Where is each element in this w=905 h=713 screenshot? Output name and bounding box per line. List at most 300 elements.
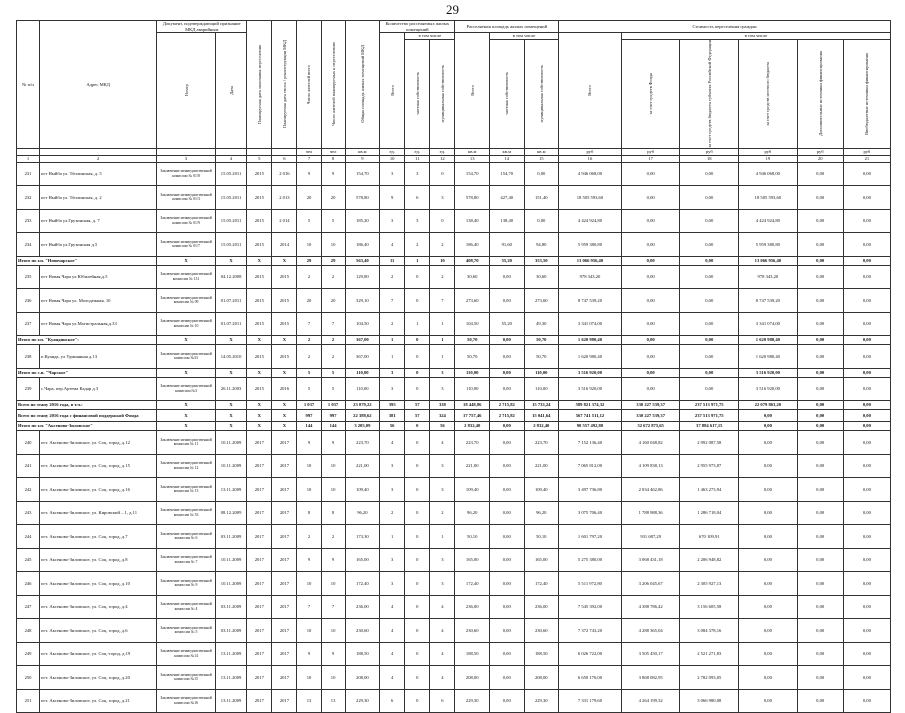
value-cell: 3 — [380, 209, 405, 233]
total-value-cell: X — [247, 368, 272, 377]
value-cell: 186,40 — [345, 233, 380, 257]
value-cell: 1 — [430, 345, 455, 369]
value-cell: 94,80 — [524, 233, 559, 257]
value-cell: 236,00 — [524, 595, 559, 619]
doc-date-cell: 10.11.2009 — [215, 454, 246, 478]
column-number-cell: 8 — [321, 155, 345, 162]
value-cell: 0 — [405, 431, 430, 455]
value-cell: 0,00 — [843, 162, 890, 186]
value-cell: 2017 — [272, 454, 297, 478]
doc-number-cell: Заключение межведомственной комиссии №3 — [157, 377, 216, 401]
value-cell: 670 109,91 — [680, 525, 739, 549]
value-cell: 221,00 — [455, 454, 490, 478]
column-number-cell: 11 — [405, 155, 430, 162]
total-value-cell: 567 741 511,12 — [559, 410, 622, 422]
value-cell: 0,00 — [797, 345, 843, 369]
unit-cell: руб — [797, 148, 843, 155]
total-value-cell: 10 — [430, 256, 455, 265]
doc-date-cell: 15.05.2011 — [215, 233, 246, 257]
value-cell: 0,00 — [680, 377, 739, 401]
total-value-cell: 56 — [380, 422, 405, 431]
doc-number-cell: Заключение межведомственной комиссии №16 — [157, 689, 216, 713]
header-doc-date: Дата — [215, 33, 246, 149]
value-cell: 0,00 — [843, 209, 890, 233]
total-value-cell: X — [247, 401, 272, 410]
value-cell: 10 — [321, 572, 345, 596]
address-cell: пгт. Аксеново-Зиловское, ул. Соц. город, д.8 — [40, 548, 157, 572]
value-cell: 110,00 — [524, 377, 559, 401]
total-value-cell: 13 066 956,40 — [739, 256, 798, 265]
doc-number-cell: Заключение межведомственной комиссии № 5 — [157, 619, 216, 643]
total-value-cell: X — [157, 410, 216, 422]
value-cell: 0,00 — [797, 162, 843, 186]
value-cell: 188,50 — [455, 642, 490, 666]
doc-number-cell: Заключение межведомственной комиссии № 53 — [157, 501, 216, 525]
address-cell: пгт. Аксеново-Зиловское, ул. Соц. город, д.12 — [40, 431, 157, 455]
value-cell: 9 — [297, 548, 321, 572]
table-row — [17, 525, 891, 549]
value-cell: 0 — [405, 572, 430, 596]
value-cell: 4 — [380, 431, 405, 455]
value-cell: 0 — [405, 454, 430, 478]
row-number: 242 — [17, 478, 40, 502]
value-cell: 0,00 — [739, 619, 798, 643]
total-value-cell: 5 — [321, 368, 345, 377]
header-residents-planned: Число жителей планируемых к переселению — [321, 21, 345, 149]
value-cell: 0,00 — [797, 548, 843, 572]
value-cell: 173,30 — [345, 525, 380, 549]
address-cell: пгт Новая Чара ул. Молодежная, 10 — [40, 289, 157, 313]
total-value-cell: 23 079,22 — [345, 401, 380, 410]
row-number: 246 — [17, 572, 40, 596]
total-value-cell: X — [157, 368, 216, 377]
table-row — [17, 312, 891, 336]
value-cell: 172,40 — [455, 572, 490, 596]
column-number-row — [17, 155, 891, 162]
value-cell: 9 — [321, 162, 345, 186]
total-value-cell: X — [247, 256, 272, 265]
value-cell: 2 — [380, 501, 405, 525]
header-area-municipal: муниципальная собственность — [524, 40, 559, 149]
value-cell: 3 156 605,58 — [680, 595, 739, 619]
header-rooms-total: Всего — [380, 33, 405, 149]
value-cell: 2 — [380, 265, 405, 289]
total-value-cell: 15 041,64 — [524, 410, 559, 422]
value-cell: 0,00 — [843, 689, 890, 713]
value-cell: 10 — [297, 478, 321, 502]
doc-number-cell: Заключение межведомственной комиссии № 10 — [157, 312, 216, 336]
total-value-cell: 0,00 — [843, 422, 890, 431]
value-cell: 9 — [321, 642, 345, 666]
total-value-cell: 29 — [321, 256, 345, 265]
value-cell: 20 — [297, 289, 321, 313]
value-cell: 3 — [430, 377, 455, 401]
resettlement-table — [16, 20, 891, 713]
value-cell: 0,00 — [797, 619, 843, 643]
table-row — [17, 345, 891, 369]
value-cell: 1 601 797,20 — [559, 525, 622, 549]
header-doc-number: Номер — [157, 33, 216, 149]
value-cell: 2017 — [247, 689, 272, 713]
total-value-cell: 1 037 — [321, 401, 345, 410]
value-cell: 0 — [405, 501, 430, 525]
value-cell: 2 016 — [272, 162, 297, 186]
value-cell: 165,00 — [524, 548, 559, 572]
column-number-cell: 20 — [797, 155, 843, 162]
value-cell: 2014 — [272, 233, 297, 257]
total-value-cell: X — [157, 256, 216, 265]
value-cell: 3 868 082,95 — [621, 666, 680, 690]
value-cell: 208,00 — [524, 666, 559, 690]
value-cell: 2015 — [247, 312, 272, 336]
value-cell: 188,50 — [524, 642, 559, 666]
value-cell: 5 959 380,80 — [739, 233, 798, 257]
value-cell: 0,00 — [797, 642, 843, 666]
value-cell: 2 — [297, 345, 321, 369]
total-value-cell: 1 — [430, 336, 455, 345]
total-value-cell: 338 — [430, 401, 455, 410]
value-cell: 4 264 199,32 — [621, 689, 680, 713]
value-cell: 50,70 — [524, 345, 559, 369]
value-cell: 96,20 — [455, 501, 490, 525]
table-header — [17, 21, 891, 163]
value-cell: 3 — [380, 548, 405, 572]
value-cell: 0,00 — [489, 689, 524, 713]
total-value-cell: 0,00 — [739, 422, 798, 431]
value-cell: 10 — [297, 233, 321, 257]
value-cell: 0,00 — [843, 501, 890, 525]
value-cell: 2 — [430, 501, 455, 525]
doc-number-cell: Заключение межведомственной комиссии №14 — [157, 642, 216, 666]
value-cell: 0,00 — [489, 642, 524, 666]
value-cell: 1 788 988,36 — [621, 501, 680, 525]
value-cell: 3 — [430, 548, 455, 572]
value-cell: 4 946 068,00 — [739, 162, 798, 186]
value-cell: 0,00 — [680, 312, 739, 336]
value-cell: 188,50 — [345, 642, 380, 666]
total-value-cell: 0,00 — [489, 422, 524, 431]
value-cell: 9 — [297, 642, 321, 666]
total-value-cell: 0 — [405, 422, 430, 431]
value-cell: 2 521 271,83 — [680, 642, 739, 666]
value-cell: 329,10 — [345, 289, 380, 313]
total-value-cell: 110,00 — [524, 368, 559, 377]
value-cell: 0,00 — [797, 312, 843, 336]
total-value-cell: 3 205,09 — [345, 422, 380, 431]
value-cell: 0,00 — [489, 548, 524, 572]
total-value-cell: 50,70 — [524, 336, 559, 345]
header-cost-group: Стоимость переселения граждан — [559, 21, 891, 33]
value-cell: 5 511 972,80 — [559, 572, 622, 596]
value-cell: 2 — [297, 525, 321, 549]
total-value-cell: 2 715,82 — [489, 410, 524, 422]
value-cell: 8 — [297, 501, 321, 525]
value-cell: 20 — [321, 289, 345, 313]
total-value-cell: 17 757,46 — [455, 410, 490, 422]
row-number: 250 — [17, 666, 40, 690]
value-cell: 2017 — [247, 548, 272, 572]
address-cell: пгт. Аксеново-Зиловское, ул. Соц. город, д.4 — [40, 595, 157, 619]
value-cell: 2015 — [247, 186, 272, 210]
value-cell: 0,00 — [621, 209, 680, 233]
value-cell: 0,00 — [739, 454, 798, 478]
doc-number-cell: Заключение межведомственной комиссии № 11 — [157, 431, 216, 455]
value-cell: 172,40 — [345, 572, 380, 596]
table-row — [17, 595, 891, 619]
total-value-cell: 0,00 — [680, 368, 739, 377]
header-rooms-municipal: муниципальная собственность — [430, 40, 455, 149]
doc-date-cell: 01.07.2011 — [215, 312, 246, 336]
header-area-private: частная собственность — [489, 40, 524, 149]
value-cell: 5 959 380,80 — [559, 233, 622, 257]
value-cell: 2017 — [247, 501, 272, 525]
value-cell: 2015 — [272, 289, 297, 313]
value-cell: 229,30 — [345, 689, 380, 713]
value-cell: 0,00 — [843, 478, 890, 502]
total-value-cell: 3 516 920,00 — [559, 368, 622, 377]
value-cell: 104,50 — [345, 312, 380, 336]
unit-cell — [215, 148, 246, 155]
value-cell: 2017 — [272, 548, 297, 572]
value-cell: 2017 — [272, 642, 297, 666]
value-cell: 3 341 074,00 — [559, 312, 622, 336]
table-body — [17, 162, 891, 713]
value-cell: 230,60 — [524, 619, 559, 643]
header-rooms-including: в том числе — [405, 33, 455, 40]
total-value-cell: 56 — [430, 422, 455, 431]
value-cell: 110,00 — [345, 377, 380, 401]
value-cell: 104,50 — [455, 312, 490, 336]
total-value-cell: X — [272, 401, 297, 410]
address-cell: пгт Ныйба ул. Тёплинская, д. 5 — [40, 162, 157, 186]
value-cell: 0,00 — [489, 345, 524, 369]
value-cell: 4 946 068,00 — [559, 162, 622, 186]
value-cell: 10 — [321, 478, 345, 502]
value-cell: 4 — [430, 595, 455, 619]
value-cell: 0,00 — [843, 595, 890, 619]
value-cell: 7 — [380, 289, 405, 313]
table-row — [17, 233, 891, 257]
value-cell: 4 424 924,80 — [559, 209, 622, 233]
doc-number-cell: Заключение межведомственной комиссии № 01/7 — [157, 233, 216, 257]
table-row — [17, 209, 891, 233]
total-value-cell: X — [157, 401, 216, 410]
total-label: Всего по этапу 2016 года с финансовой поддержкой Фонда — [17, 410, 157, 422]
value-cell: 2017 — [272, 525, 297, 549]
doc-number-cell: Заключение межведомственной комиссии № 12 — [157, 454, 216, 478]
total-value-cell: X — [272, 410, 297, 422]
value-cell: 1 620 980,40 — [739, 345, 798, 369]
value-cell: 4 — [430, 642, 455, 666]
total-value-cell: 1 — [405, 256, 430, 265]
total-value-cell: X — [215, 368, 246, 377]
total-value-cell: 0,00 — [797, 336, 843, 345]
total-row — [17, 336, 891, 345]
value-cell: 1 620 980,40 — [559, 345, 622, 369]
value-cell: 1 463 273,94 — [680, 478, 739, 502]
row-number: 249 — [17, 642, 40, 666]
row-number: 238 — [17, 345, 40, 369]
value-cell: 0,00 — [797, 289, 843, 313]
address-cell: пгт. Аксеново-Зиловское, ул. Соц.-город, д.19 — [40, 642, 157, 666]
value-cell: 0,00 — [489, 454, 524, 478]
total-value-cell: 37 884 617,15 — [680, 422, 739, 431]
value-cell: 0 — [405, 289, 430, 313]
doc-date-cell: 01.07.2011 — [215, 289, 246, 313]
unit-cell: ед. — [405, 148, 430, 155]
value-cell: 18 505 593,60 — [739, 186, 798, 210]
value-cell: 0,00 — [524, 162, 559, 186]
total-value-cell: 11 — [380, 256, 405, 265]
header-area-group: Расселяемая площадь жилых помещений — [455, 21, 559, 33]
value-cell: 0,00 — [843, 345, 890, 369]
table-row — [17, 548, 891, 572]
doc-date-cell: 14.05.2010 — [215, 345, 246, 369]
value-cell: 2 955 973,87 — [680, 454, 739, 478]
value-cell: 10 — [321, 233, 345, 257]
value-cell: 0,00 — [739, 666, 798, 690]
value-cell: 7 — [297, 312, 321, 336]
value-cell: 2017 — [247, 666, 272, 690]
value-cell: 223,70 — [524, 431, 559, 455]
value-cell: 2 — [405, 233, 430, 257]
total-value-cell: 29 — [297, 256, 321, 265]
total-value-cell: X — [247, 336, 272, 345]
value-cell: 3 — [430, 572, 455, 596]
value-cell: 0,00 — [739, 501, 798, 525]
table-row — [17, 689, 891, 713]
row-number: 251 — [17, 689, 40, 713]
value-cell: 7 545 392,00 — [559, 595, 622, 619]
value-cell: 0 — [405, 666, 430, 690]
value-cell: 9 — [380, 186, 405, 210]
row-number: 235 — [17, 265, 40, 289]
table-row — [17, 666, 891, 690]
doc-number-cell: Заключение межведомственной комиссии № 13 — [157, 478, 216, 502]
value-cell: 2 782 093,05 — [680, 666, 739, 690]
value-cell: 3 — [380, 478, 405, 502]
value-cell: 3 516 920,00 — [559, 377, 622, 401]
total-value-cell: X — [215, 422, 246, 431]
column-number-cell: 15 — [524, 155, 559, 162]
total-value-cell: X — [215, 256, 246, 265]
header-cost-including: в том числе — [621, 33, 890, 40]
value-cell: 5 — [297, 377, 321, 401]
address-cell: с.Чара, пер.Артема Кадар д.3 — [40, 377, 157, 401]
value-cell: 138,40 — [455, 209, 490, 233]
doc-date-cell: 13.11.2009 — [215, 666, 246, 690]
value-cell: 2017 — [247, 642, 272, 666]
value-cell: 0,00 — [489, 666, 524, 690]
value-cell: 1 — [430, 312, 455, 336]
row-number: 236 — [17, 289, 40, 313]
total-value-cell: 0,00 — [797, 368, 843, 377]
value-cell: 5 275 380,00 — [559, 548, 622, 572]
value-cell: 138,40 — [489, 209, 524, 233]
value-cell: 221,00 — [524, 454, 559, 478]
value-cell: 0,00 — [797, 265, 843, 289]
value-cell: 0,00 — [489, 289, 524, 313]
doc-number-cell: Заключение межведомственной комиссии № 01/3 — [157, 186, 216, 210]
value-cell: 165,00 — [455, 548, 490, 572]
value-cell: 2017 — [272, 501, 297, 525]
doc-number-cell: Заключение межведомственной комиссии № 01/9 — [157, 209, 216, 233]
value-cell: 273,60 — [455, 289, 490, 313]
column-number-cell: 2 — [40, 155, 157, 162]
doc-date-cell: 03.11.2009 — [215, 619, 246, 643]
total-value-cell: 0,00 — [797, 256, 843, 265]
value-cell: 10 — [297, 619, 321, 643]
value-cell: 2 305 927,13 — [680, 572, 739, 596]
header-cost-extra: Дополнительные источники финансирования — [797, 40, 843, 149]
total-value-cell: 0 — [405, 368, 430, 377]
address-cell: пгт Ныйба ул.Грузинская, д. 7 — [40, 209, 157, 233]
value-cell: 2017 — [272, 595, 297, 619]
value-cell: 0 — [405, 377, 430, 401]
row-number: 233 — [17, 209, 40, 233]
total-value-cell: 110,00 — [345, 368, 380, 377]
value-cell: 0,00 — [797, 454, 843, 478]
header-planned-demolition: Планируемая дата сноса / реконструкции МКД — [272, 21, 297, 149]
value-cell: 236,00 — [345, 595, 380, 619]
value-cell: 3 — [430, 186, 455, 210]
unit-cell: руб — [559, 148, 622, 155]
total-value-cell: 0,00 — [797, 401, 843, 410]
value-cell: 0 — [405, 345, 430, 369]
total-value-cell: 330 227 539,37 — [621, 410, 680, 422]
column-number-cell: 21 — [843, 155, 890, 162]
address-cell: пгт Новая Чара ул.Юбилейная,д.5 — [40, 265, 157, 289]
doc-date-cell: 13.11.2009 — [215, 642, 246, 666]
value-cell: 2017 — [247, 454, 272, 478]
value-cell: 0 — [405, 478, 430, 502]
unit-cell: кв.м — [345, 148, 380, 155]
total-value-cell: 0,00 — [797, 422, 843, 431]
row-number: 234 — [17, 233, 40, 257]
address-cell: пгт. Аксеново-Зиловское, ул. Соц. город, д.16 — [40, 478, 157, 502]
value-cell: 0,00 — [621, 312, 680, 336]
value-cell: 3 — [380, 162, 405, 186]
value-cell: 2 206 948,82 — [680, 548, 739, 572]
unit-cell — [40, 148, 157, 155]
header-cost-local: за счет средств местного бюджета — [739, 40, 798, 149]
unit-cell: ед. — [430, 148, 455, 155]
row-number: 241 — [17, 454, 40, 478]
column-number-cell: 4 — [215, 155, 246, 162]
value-cell: 9 — [297, 162, 321, 186]
value-cell: 0,00 — [843, 186, 890, 210]
value-cell: 172,40 — [524, 572, 559, 596]
value-cell: 0,00 — [621, 377, 680, 401]
value-cell: 0,00 — [524, 209, 559, 233]
value-cell: 6 — [430, 689, 455, 713]
value-cell: 7 372 743,20 — [559, 619, 622, 643]
column-number-cell: 19 — [739, 155, 798, 162]
value-cell: 0,00 — [797, 572, 843, 596]
value-cell: 4 — [380, 595, 405, 619]
value-cell: 230,60 — [345, 619, 380, 643]
value-cell: 4 388 786,42 — [621, 595, 680, 619]
total-value-cell: 353,50 — [524, 256, 559, 265]
address-cell: пгт. Аксеново-Зиловское, ул. Соц. город, д.20 — [40, 666, 157, 690]
value-cell: 7 065 812,00 — [559, 454, 622, 478]
total-value-cell: X — [272, 256, 297, 265]
total-value-cell: 324 — [430, 410, 455, 422]
value-cell: 10 — [297, 572, 321, 596]
doc-number-cell: Заключение межведомственной комиссии № 9 — [157, 572, 216, 596]
total-value-cell: 997 — [321, 410, 345, 422]
total-value-cell: 0,00 — [843, 410, 890, 422]
